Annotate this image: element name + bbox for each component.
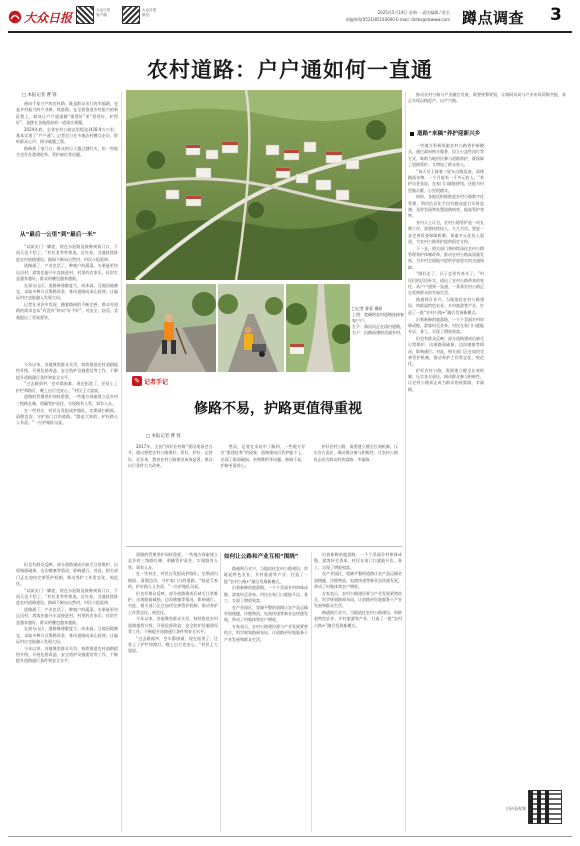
lead-body-2-p3: 道路的管理养护同样重要。一些地方探索建立县乡村三级路长制，明确管护责任，实现路有人管、事有人办。	[16, 394, 118, 406]
right-body-p5: 下一步，相关部门将持续深化农村公路管理养护体制改革，推动农村公路高质量发展，为乡村全面振兴提供更加坚实的交通保障。	[408, 245, 484, 270]
lead-body-3	[16, 562, 118, 832]
page-number: 3	[550, 5, 562, 25]
photo-street-sweeper	[126, 284, 216, 372]
headline: 农村道路：户户通如何一直通	[147, 58, 433, 82]
mid-col-1-p2: 在一些村庄，村民自发组成护路队，定期清扫路面、清理边沟，守护家门口的道路。“路是大家的，护好路人人有责。”一位护路队员说。	[128, 571, 218, 589]
mid-col-2-p3: 在产业园区，宽阔平整的道路让农产品运输更加便捷，冷链物流、电商快递等新业态快速发展，带动了村集体和农户增收。	[224, 604, 308, 623]
photo-village-road	[286, 284, 350, 372]
subhead-1: 从“最后一公里”到“最后一米”	[20, 232, 97, 238]
photo-caption-text: □记者 曹蓉 摄影 上图：宽阔的农村道路连接家家户户。 左下：保洁员正在清扫道路。 右下：沿路而建的美丽乡村。	[352, 306, 404, 335]
commentary-body	[128, 444, 398, 542]
commentary-byline: □ 本报记者 曹 蓉	[146, 434, 181, 439]
right-body-p9: 但也有群众反映，部分道路建成后缺乏日常维护，出现路面破损、边沟堵塞等情况，影响通行。对此，相关部门正在加快完善管护机制，推动养护工作常态化、规范化。	[408, 335, 484, 367]
section-title: 蹲点调查	[462, 9, 525, 27]
qr-code-wechat[interactable]	[122, 6, 140, 24]
commentary-tag-label: 记者手记	[144, 378, 169, 386]
street-sweeper-illustration	[126, 284, 216, 372]
lead-body-1-p1: “以前出门一脚泥，现在水泥路直接修到家门口，下雨天也不怕了。”村民老李笑着说。近年来，当地持续推进农村道路建设，路网不断向自然村、村民小组延伸。	[16, 244, 118, 262]
logo-text: 大众日报	[24, 10, 73, 25]
right-body-p6: “路好走了，日子也更有奔头了。”村民们的话语朴实，道出了农村公路带来的变化。从户户通到一直通，一条条农村公路正在延伸群众的幸福生活。	[408, 271, 484, 296]
qr-code-video[interactable]	[528, 790, 562, 824]
commentary-title: 修路不易，护路更值得重视	[194, 401, 362, 417]
qr-video-caption: 扫码看视频	[506, 806, 526, 811]
right-body-p1: 一些地方积极探索农村公路养护新模式，通过政府购买服务、设立公益性岗位等方式，吸纳当地村民参与道路养护，既保障了道路管护，又增加了群众收入。	[408, 143, 484, 167]
subhead-2: 如何让公路和产业互相“围绕”	[224, 554, 299, 560]
right-body-p2: “每天早上骑着三轮车沿路巡查，清理路面杂物，一个月能有一千多元收入。”养护员老张说，在家门口就能挣钱，还能为村里做贡献，心里很踏实。	[408, 168, 484, 193]
mid-col-1-p5: “过去路面窄，会车都困难，现在拓宽了，还装上了护栏和路灯，晚上出行也安心。”村民王大姐说。	[128, 635, 218, 654]
mid-col-3-p3: 专家表示，农村公路建设要与产业发展紧密结合，科学规划路网布局，让道路更好地服务于产业发展和群众生活。	[314, 590, 402, 609]
road-cart-illustration	[218, 284, 284, 372]
lead-body-2-p2: “过去路面窄，会车都困难，现在拓宽了，还装上了护栏和路灯，晚上出行也安心。”村民王大姐说。	[16, 381, 118, 393]
photo-caption	[352, 300, 404, 370]
lead-body-3-p2: “以前出门一脚泥，现在水泥路直接修到家门口，下雨天也不怕了。”村民老李笑着说。近年来，当地持续推进农村道路建设，路网不断向自然村、村民小组延伸。	[16, 587, 118, 606]
mid-col-2	[224, 566, 308, 832]
aerial-village-illustration	[126, 90, 402, 280]
right-body-p3: 同时，各地还积极推进农村公路数字化管理，利用信息化手段对路况进行实时监测，及时发现和处置道路病害，提高管护效率。	[408, 194, 484, 219]
bullet-icon	[410, 132, 414, 136]
lead-intro	[16, 101, 118, 231]
mid-col-3-p4: 路通则百业兴。当地依托农村公路建设，串联起特色农业、乡村旅游等产业，打造了一批“农村公路+”融合发展新模式。	[314, 610, 402, 628]
lead-body-2-p4: 在一些村庄，村民自发组成护路队，定期清扫路面、清理边沟，守护家门口的道路。“路是大家的，护好路人人有责。”一位护路队员说。	[16, 407, 118, 426]
mid-col-1	[128, 552, 218, 832]
date-line: 2025年5月19日 星期一 责任编辑 / 姓名	[377, 10, 450, 15]
mid-col-1-p3: 但也有群众反映，部分道路建成后缺乏日常维护，出现路面破损、边沟堵塞等情况，影响通行。对此，相关部门正在加快完善管护机制，推动养护工作常态化、规范化。	[128, 590, 218, 615]
village-road-illustration	[286, 284, 350, 372]
lead-body-2	[16, 362, 118, 562]
commentary-tag	[132, 376, 168, 386]
right-subhead-label: 道路“来稿”养护迎新兴乡	[417, 131, 481, 137]
mid-col-3-p1: 沿着新修的旅游路，一个个美丽乡村串珠成链，游客纷至沓来。村民在家门口就能开店、务工，实现了增收致富。	[314, 552, 402, 570]
right-subhead	[410, 130, 480, 138]
mid-col-2-p1: 路通则百业兴。当地依托农村公路建设，串联起特色农业、乡村旅游等产业，打造了一批“农村公路+”融合发展新模式。	[224, 566, 308, 584]
lead-body-1-p3: 在部分山区，道路修建难度大、成本高。当地因地制宜，采取多种方式筹措资金，推动道路向深山延伸，让偏远村庄也能融入发展大局。	[16, 282, 118, 301]
right-body	[408, 143, 566, 763]
commentary-p1: 2017年，全国“四好农村路”建设现场会召开，提出要把农村公路建好、管好、护好、运营好。近年来，我省农村公路建设成效显著，群众出行条件大为改善。	[128, 444, 213, 468]
mid-col-2-p2: 沿着新修的旅游路，一个个美丽乡村串珠成链，游客纷至沓来。村民在家门口就能开店、务工，实现了增收致富。	[224, 585, 308, 603]
lead-intro-p1: 通向千家万户的农村路，既是群众出行的幸福路，也是乡村振兴的产业路、致富路。在全面推进乡村振兴的新征程上，如何让户户通道路“建得好”更“管得好、护得好”，是摆在各地面前的一道现实课题。	[16, 101, 118, 125]
mid-col-1-p1: 道路的管理养护同样重要。一些地方探索建立县乡村三级路长制，明确管护责任，实现路有人管、事有人办。	[128, 552, 218, 570]
mid-col-3-p2: 在产业园区，宽阔平整的道路让农产品运输更加便捷，冷链物流、电商快递等新业态快速发展，带动了村集体和农户增收。	[314, 571, 402, 589]
right-body-p4: 业内人士认为，农村公路管护是一项长期工作，需要持续投入、久久为功。要进一步完善资金保障机制，探索多元化投入渠道，为农村公路养护提供稳定支持。	[408, 220, 484, 244]
photo-aerial-village	[126, 90, 402, 280]
lead-body-3-p5: 今年以来，各地聚焦群众关切，持续推进农村道路提档升级，开展危桥改造、安全防护设施建设等工作，不断提升道路通行条件和安全水平。	[16, 645, 118, 664]
lead-body-1-p2: 道路通了，产业也活了。种植户的蔬菜、水果能更快运出村，游客也能开车直接进村，村里的农家乐、民宿生意越来越好，群众的腰包越来越鼓。	[16, 263, 118, 281]
pen-icon: ✎	[132, 376, 142, 386]
right-body-p8: 沿着新修的旅游路，一个个美丽乡村串珠成链，游客纷至沓来。村民在家门口就能开店、务工，实现了增收致富。	[408, 316, 484, 335]
commentary-p3: 护好农村公路，需要建立健全长效机制，压实各方责任，调动群众参与积极性，让农村公路真正成为群众的致富路、幸福路。	[313, 444, 398, 462]
logo	[8, 6, 72, 28]
lead-intro-p2: 2024年底，全省农村公路总里程达到28.9万公里，基本实现了“户户通”。记者近日在多地农村蹲点走访，聆听群众心声，探寻破题之策。	[16, 126, 118, 145]
right-body-p10: 护好农村公路，需要建立健全长效机制，压实各方责任，调动群众参与积极性，让农村公路真正成为群众的致富路、幸福路。	[408, 367, 484, 392]
right-body-p7: 路通则百业兴。当地依托农村公路建设，串联起特色农业、乡村旅游等产业，打造了一批“农村公路+”融合发展新模式。	[408, 297, 484, 315]
lead-body-2-p1: 今年以来，各地聚焦群众关切，持续推进农村道路提档升级，开展危桥改造、安全防护设施建设等工作，不断提升道路通行条件和安全水平。	[16, 362, 118, 380]
masthead	[0, 0, 580, 36]
byline-lead: □ 本报记者 曹 蓉	[22, 93, 57, 98]
photo-road-cart	[218, 284, 284, 372]
lead-body-3-p4: 在部分山区，道路修建难度大、成本高。当地因地制宜，采取多种方式筹措资金，推动道路向深山延伸，让偏远村庄也能融入发展大局。	[16, 626, 118, 645]
lead-body-1	[16, 244, 118, 362]
qr-caption-wechat: 大众日报 微信	[142, 8, 157, 17]
right-intro	[408, 92, 566, 128]
mid-col-1-p4: 今年以来，各地聚焦群众关切，持续推进农村道路提档升级，开展危桥改造、安全防护设施建设等工作，不断提升道路通行条件和安全水平。	[128, 616, 218, 635]
logo-icon	[8, 10, 22, 24]
contact-line: 采编热线(0531)85193000 E-mail: dzrbs@dzwww.com	[345, 17, 450, 22]
right-intro-p1: 推动农村公路与产业融合发展，需要统筹规划，让路网布局与产业布局同频共振，真正实现以路促产、以产兴路。	[408, 92, 566, 104]
qr-caption-client: 大众日报 客户端	[96, 8, 111, 17]
qr-code-client[interactable]	[76, 6, 94, 24]
mid-col-3	[314, 552, 402, 832]
lead-body-3-p1: 但也有群众反映，部分道路建成后缺乏日常维护，出现路面破损、边沟堵塞等情况，影响通行。对此，相关部门正在加快完善管护机制，推动养护工作常态化、规范化。	[16, 562, 118, 586]
lead-intro-p3: 路修到了家门口，群众的日子越过越红火，但一些地方也存在重建轻养、管护缺位等问题。	[16, 146, 118, 158]
lead-body-1-p4: 记者在采访中发现，随着路网的不断完善，群众对道路的需求也从“有没有”转向“好不好”，对安全、舒适、美观提出了更高要求。	[16, 302, 118, 320]
mid-col-2-p4: 专家表示，农村公路建设要与产业发展紧密结合，科学规划路网布局，让道路更好地服务于产业发展和群众生活。	[224, 624, 308, 642]
lead-body-3-p3: 道路通了，产业也活了。种植户的蔬菜、水果能更快运出村，游客也能开车直接进村，村里的农家乐、民宿生意越来越好，群众的腰包越来越鼓。	[16, 607, 118, 625]
commentary-p2: 然而，记者在采访中了解到，一些地方存在“重建轻养”的现象，道路建成后管护跟不上，出现了路面破损、杂物堆积等问题。修路不易，护路更需用心。	[220, 444, 306, 468]
